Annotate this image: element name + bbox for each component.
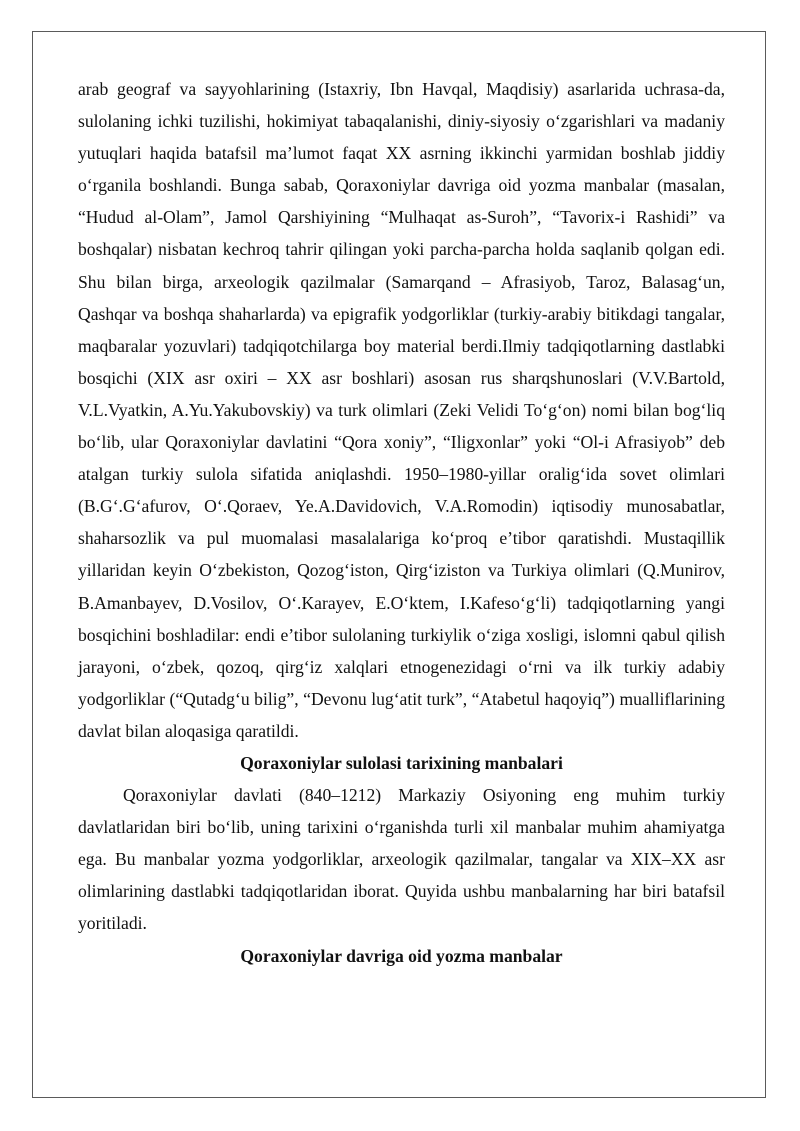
- paragraph-sources-intro: Qoraxoniylar davlati (840–1212) Markaziy Osiyoning eng muhim turkiy davlatlaridan biri bo‘lib, uning tarixini o‘rganishda turli xil manbalar muhim ahamiyatga ega. Bu manbalar yozma yodgorliklar, arxeologik qazilmalar, tangalar va XIX–XX asr olimlarining dastlabki tadqiqotlaridan iborat. Quyida ushbu manbalarning har biri batafsil yoritiladi.: [78, 785, 725, 934]
- section-heading-written-sources: Qoraxoniylar davriga oid yozma manbalar: [240, 945, 563, 966]
- section-heading-sources: Qoraxoniylar sulolasi tarixining manbalari: [240, 752, 563, 773]
- paragraph-research-history: arab geograf va sayyohlarining (Istaxriy, Ibn Havqal, Maqdisiy) asarlarida uchrasa-da, sulolaning ichki tuzilishi, hokimiyat tabaqalanishi, diniy-siyosiy o‘zgarishlari va madaniy yutuqlari haqida batafsil ma’lumot faqat XX asrning ikkinchi yarmidan boshlab jiddiy o‘rganila boshlandi. Bunga sabab, Qoraxoniylar davriga oid yozma manbalar (masalan, “Hudud al-Olam”, Jamol Qarshiyining “Mulhaqat as-Suroh”, “Tavorix-i Rashidi” va boshqalar) nisbatan kechroq tahrir qilingan yoki parcha-parcha holda saqlanib qolgan edi. Shu bilan birga, arxeologik qazilmalar (Samarqand – Afrasiyob, Taroz, Balasag‘un, Qashqar va boshqa shaharlarda) va epigrafik yodgorliklar (turkiy-arabiy bitikdagi tangalar, maqbaralar yozuvlari) tadqiqotchilarga boy material berdi.Ilmiy tadqiqotlarning dastlabki bosqichi (XIX asr oxiri – XX asr boshlari) asosan rus sharqshunoslari (V.V.Bartold, V.L.Vyatkin, A.Yu.Yakubovskiy) va turk olimlari (Zeki Velidi To‘g‘on) nomi bilan bog‘liq bo‘lib, ular Qoraxoniylar davlatini “Qora xoniy”, “Iligxonlar” yoki “Ol-i Afrasiyob” deb atalgan turkiy sulola sifatida aniqlashdi. 1950–1980-yillar oralig‘ida sovet olimlari (B.G‘.G‘afurov, O‘.Qoraev, Ye.A.Davidovich, V.A.Romodin) iqtisodiy munosabatlar, shaharsozlik va pul muomalasi masalalariga ko‘proq e’tibor qaratishdi. Mustaqillik yillaridan keyin O‘zbekiston, Qozog‘iston, Qirg‘iziston va Turkiya olimlari (Q.Munirov, B.Amanbayev, D.Vosilov, O‘.Karayev, E.O‘ktem, I.Kafeso‘g‘li) tadqiqotlarning yangi bosqichini boshladilar: endi e’tibor sulolaning turkiylik o‘ziga xosligi, islomni qabul qilish jarayoni, o‘zbek, qozoq, qirg‘iz xalqlari etnogenezidagi o‘rni va ilk turkiy adabiy yodgorliklar (“Qutadg‘u bilig”, “Devonu lug‘atit turk”, “Atabetul haqoyiq”) mualliflarining davlat bilan aloqasiga qaratildi.: [78, 79, 725, 741]
- document-body: [78, 73, 725, 972]
